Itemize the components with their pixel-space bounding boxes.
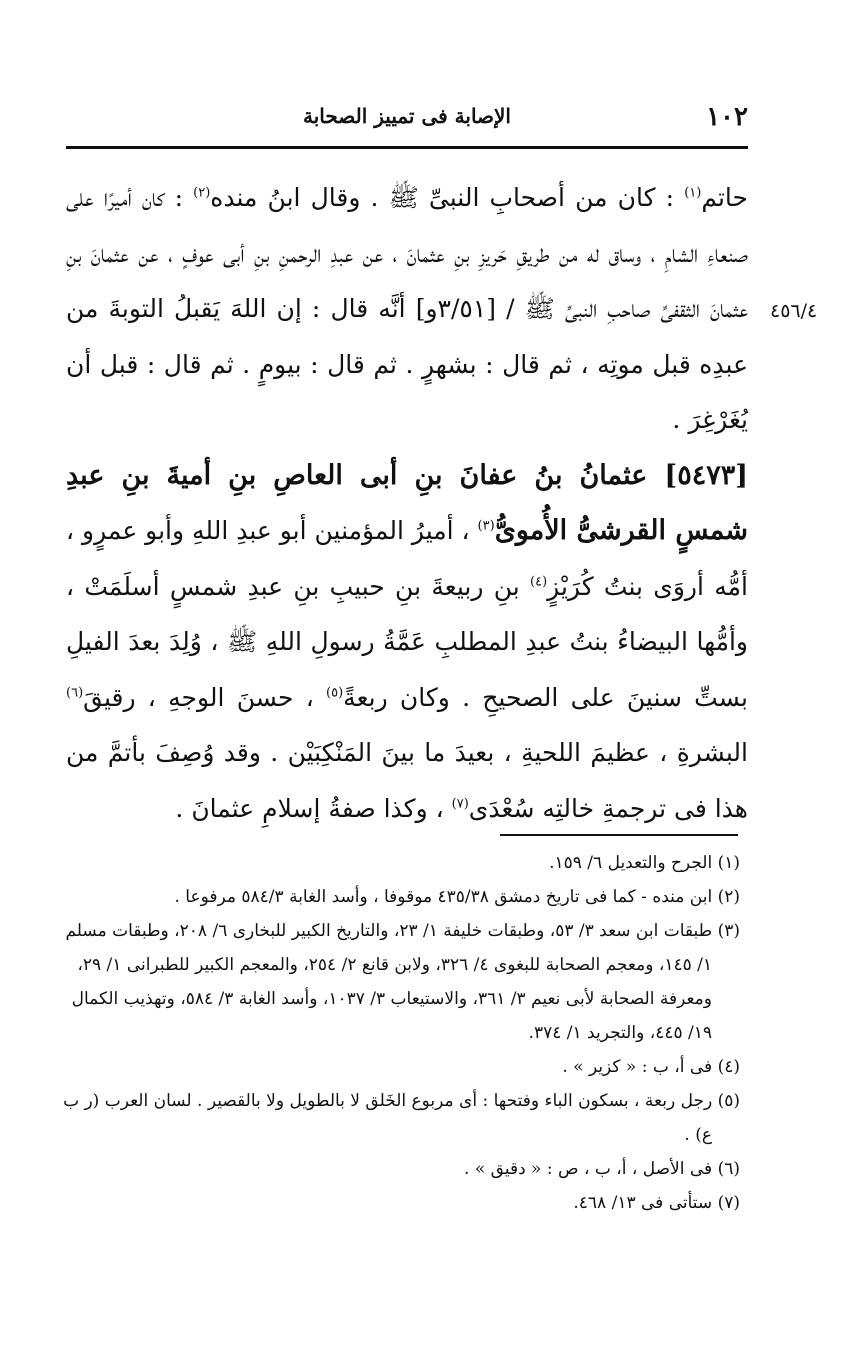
- text-run: : كان أميرًا على صنعاءِ الشامِ ، وساق له من طريقِ حَريزِ بنِ عثمانَ ، عن عبدِ الرحمنِ بنِ أبى عوفٍ ، عن عثمانَ بنِ عثمانَ الثقفىِّ صاحبِ النبىِّ ﷺ / [٣/٥١و] أنَّه قال : إن اللهَ يَقبلُ التوبةَ من عبدِه قبل موتِه ، ثم قال : بشهرٍ . ثم قال : بيومٍ . ثم قال : قبل أن يُغَرْغِرَ .: [66, 183, 749, 434]
- footnote: (١) الجرح والتعديل ٦/ ١٥٩.: [549, 853, 740, 873]
- footnote-marker: (٥): [326, 685, 344, 701]
- footnote-marker: (٦): [66, 685, 84, 701]
- footnote-marker: (٢): [193, 185, 211, 201]
- page-number: ١٠٢: [706, 102, 748, 132]
- text-run: بنِ ربيعةَ بنِ حبيبِ بنِ عبدِ شمسٍ أسلَمَتْ ، وأمُّها البيضاءُ بنتُ عبدِ المطلبِ عَمَّةُ رسولِ اللهِ ﷺ ، وُلِدَ بعدَ الفيلِ بستِّ سنينَ على الصحيحِ . وكان ربعةً: [66, 571, 748, 712]
- footnote-marker: (٣): [477, 518, 495, 534]
- main-text: [66, 170, 748, 836]
- text-run: : كان من أصحابِ النبىِّ ﷺ . وقال ابنُ منده: [210, 183, 685, 212]
- text-run: ، أميرُ المؤمنين أبو عبدِ اللهِ وأبو عمرٍو ، أمُّه أروَى بنتُ كُرَيْزٍ: [65, 516, 748, 601]
- footnote: (٧) ستأتى فى ١٣/ ٤٦٨.: [573, 1193, 740, 1213]
- text-run: البشرةِ ، عظيمَ اللحيةِ ، بعيدَ ما بينَ المَنْكِبَيْن . وقد وُصِفَ بأتمَّ من هذا فى ترجمةِ خالتِه سُعْدَى: [66, 738, 748, 823]
- footnote-marker: (٤): [530, 574, 548, 590]
- footnote: (٤) فى أ، ب : « كزير » .: [562, 1057, 740, 1077]
- footnotes: [60, 846, 740, 1220]
- paragraph-previous-entry: [66, 170, 748, 448]
- paragraph-entry-5473: [66, 448, 748, 837]
- footnote-separator: [500, 834, 738, 836]
- footnote-marker: (١): [684, 185, 702, 201]
- text-run: ، حسنَ الوجهِ ، رقيقَ: [83, 682, 327, 712]
- margin-reference: ٤٥٦/٤: [770, 300, 818, 322]
- footnote: (٥) رجل ربعة ، بسكون الباء وفتحها : أى مربوع الخَلق لا بالطويل ولا بالقصير . لسان العرب (ر ب ع) .: [63, 1091, 740, 1145]
- footnote: (٦) فى الأصل ، أ، ب ، ص : « دقيق » .: [464, 1159, 740, 1179]
- running-title: الإصابة فى تمييز الصحابة: [303, 104, 511, 128]
- text-run: حاتم: [701, 183, 748, 212]
- text-run: ، وكذا صفةُ إسلامِ عثمانَ .: [175, 793, 452, 823]
- header-rule: [66, 146, 748, 149]
- footnote: (٢) ابن منده - كما فى تاريخ دمشق ٤٣٥/٣٨ موقوفا ، وأسد الغابة ٥٨٤/٣ مرفوعا .: [174, 887, 740, 907]
- footnote-marker: (٧): [451, 796, 469, 812]
- footnote: (٣) طبقات ابن سعد ٣/ ٥٣، وطبقات خليفة ١/ ٢٣، والتاريخ الكبير للبخارى ٦/ ٢٠٨، وطبقات مسلم ١/ ١٤٥، ومعجم الصحابة للبغوى ٤/ ٣٢٦، ولابن قانع ٢/ ٢٥٤، والمعجم الكبير للطبرانى ١/ ٢٩، ومعرفة الصحابة لأبى نعيم ٣/ ٣٦١، والاستيعاب ٣/ ١٠٣٧، وأسد الغابة ٣/ ٥٨٤، وتهذيب الكمال ١٩/ ٤٤٥، والتجريد ١/ ٣٧٤.: [65, 921, 740, 1043]
- entry-heading: [٥٤٧٣] عثمانُ بنُ عفانَ بنِ أبى العاصِ بنِ أميةَ بنِ عبدِ شمسٍ القرشىُّ الأُموىُّ: [66, 459, 748, 546]
- page-header: [66, 100, 748, 140]
